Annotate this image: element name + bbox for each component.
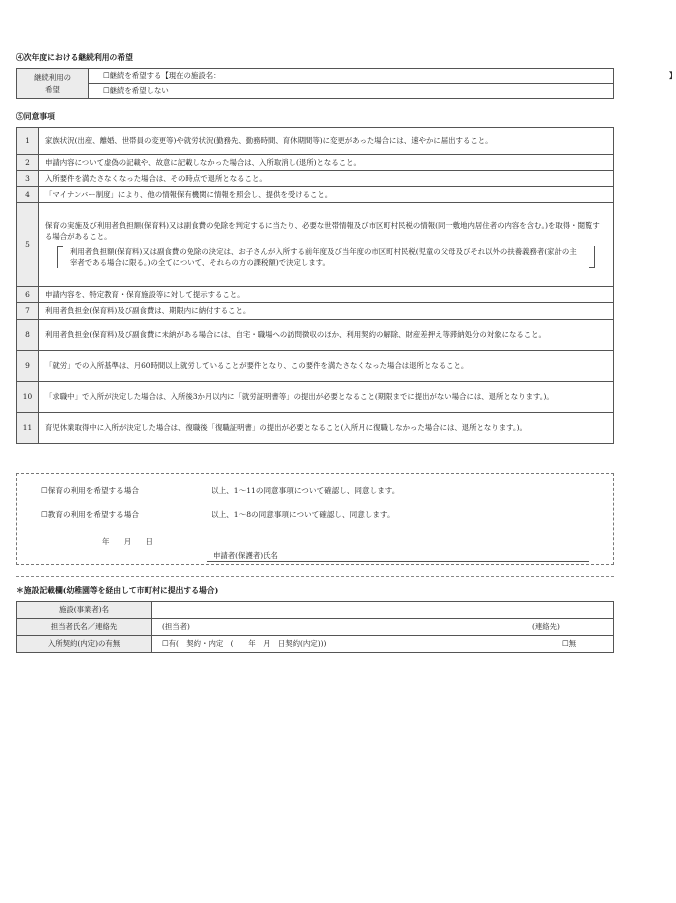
contract-status-label: 入所契約(内定)の有無: [17, 636, 152, 653]
childcare-consent-text: 以上、1〜11の同意事項について確認し、同意します。: [211, 486, 400, 495]
agreement-number: 8: [17, 319, 39, 350]
consent-row-education[interactable]: [41, 509, 395, 520]
agreement-text: 「求職中」で入所が決定した場合は、入所後3か月以内に「就労証明書等」の提出が必要となること(期限までに提出がない場合には、退所となります。)。: [39, 381, 614, 412]
agreement-number: 10: [17, 381, 39, 412]
agreement-number: 5: [17, 203, 39, 287]
agreement-row: [17, 319, 614, 350]
education-checkbox-label: ☐教育の利用を希望する場合: [41, 510, 139, 519]
agreement-row: [17, 187, 614, 203]
contact-info-label: (連絡先): [532, 622, 560, 631]
facility-table: [16, 601, 614, 653]
education-consent-text: 以上、1〜8の同意事項について確認し、同意します。: [211, 510, 395, 519]
continuation-label-line1: 継続利用の: [34, 73, 71, 83]
agreement-row: [17, 303, 614, 319]
continue-option[interactable]: [89, 69, 676, 84]
contract-yes-checkbox[interactable]: ☐有( 契約・内定 ( 年 月 日契約(内定))): [162, 639, 327, 649]
agreement-row: [17, 381, 614, 412]
agreement-note: 利用者負担額(保育料)又は副食費の免除の決定は、お子さんが入所する前年度及び当年度の市区町村民税(児童の父母及びそれ以外の扶養義務者(家計の主宰者である場合に限る。)の全てについて、それらの方の課税額)で決定します。: [57, 246, 595, 268]
agreement-number: 3: [17, 171, 39, 187]
agreement-text: 利用者負担金(保育料)及び副食費は、期限内に納付すること。: [39, 303, 614, 319]
agreement-text-with-note: [39, 203, 614, 287]
agreement-row: [17, 128, 614, 155]
contract-no-checkbox[interactable]: ☐無: [562, 639, 577, 648]
agreement-row: [17, 412, 614, 443]
childcare-checkbox-label: ☐保育の利用を希望する場合: [41, 486, 139, 495]
agreement-text: 「マイナンバー制度」により、他の情報保有機関に情報を照会し、提供を受けること。: [39, 187, 614, 203]
agreement-text: 入所要件を満たさなくなった場合は、その時点で退所となること。: [39, 171, 614, 187]
agreement-number: 7: [17, 303, 39, 319]
agreement-number: 11: [17, 412, 39, 443]
agreement-number: 9: [17, 350, 39, 381]
agreement-text: 利用者負担金(保育料)及び副食費に未納がある場合には、自宅・職場への訪問徴収のほか、利用契約の解除、財産差押え等滞納処分の対象になること。: [39, 319, 614, 350]
date-field[interactable]: 年 月 日: [102, 537, 153, 546]
continuation-label-line2: 希望: [45, 84, 60, 94]
agreement-text: 申請内容を、特定教育・保育施設等に対して提示すること。: [39, 287, 614, 303]
agreement-number: 2: [17, 155, 39, 171]
agreement-number: 6: [17, 287, 39, 303]
consent-row-childcare[interactable]: [41, 485, 400, 496]
continuation-label: [17, 69, 89, 99]
section-divider: [16, 576, 614, 577]
contact-label: 担当者氏名／連絡先: [17, 619, 152, 636]
agreement-text: 家族状況(出産、離婚、世帯員の変更等)や就労状況(勤務先、勤務時間、育休期間等)に変更があった場合には、速やかに届出すること。: [39, 128, 614, 155]
staff-name-label: (担当者): [162, 622, 190, 632]
agreement-row: [17, 287, 614, 303]
agreement-row: [17, 203, 614, 287]
continuation-table: [16, 68, 676, 99]
agreement-text: 申請内容について虚偽の記載や、故意に記載しなかった場合は、入所取消し(退所)となること。: [39, 155, 614, 171]
consent-box: [16, 473, 614, 565]
discontinue-option[interactable]: [89, 84, 614, 99]
agreement-text: 「就労」での入所基準は、月60時間以上就労していることが要件となり、この要件を満たさなくなった場合は退所となること。: [39, 350, 614, 381]
facility-name-field[interactable]: [152, 602, 614, 619]
agreement-number: 1: [17, 128, 39, 155]
agreement-row: [17, 350, 614, 381]
applicant-signature-field[interactable]: 申請者(保護者)氏名: [207, 550, 589, 562]
continue-option-label: ☐継続を希望する【現在の施設名：: [103, 71, 221, 81]
section-4-title: ④次年度における継続利用の希望: [16, 53, 133, 62]
section-5-title: ⑤同意事項: [16, 112, 55, 121]
agreement-text: 育児休業取得中に入所が決定した場合は、復職後「復職証明書」の提出が必要となること(入所月に復職しなかった場合には、退所となります。)。: [39, 412, 614, 443]
facility-name-bracket: 】: [669, 71, 676, 81]
discontinue-option-label: ☐継続を希望しない: [103, 86, 169, 96]
facility-section-title: ＊施設記載欄(幼稚園等を経由して市町村に提出する場合): [16, 586, 219, 595]
agreement-table: [16, 127, 614, 444]
agreement-row: [17, 155, 614, 171]
agreement-text: 保育の実施及び利用者負担額(保育料)又は副食費の免除を判定するに当たり、必要な世帯情報及び市区町村民税の情報(同一敷地内居住者の内容を含む。)を取得・閲覧する場合があること。: [45, 220, 600, 241]
facility-name-label: 施設(事業者)名: [17, 602, 152, 619]
agreement-row: [17, 171, 614, 187]
contract-status-field[interactable]: [152, 636, 614, 653]
contact-field[interactable]: [152, 619, 614, 636]
agreement-number: 4: [17, 187, 39, 203]
